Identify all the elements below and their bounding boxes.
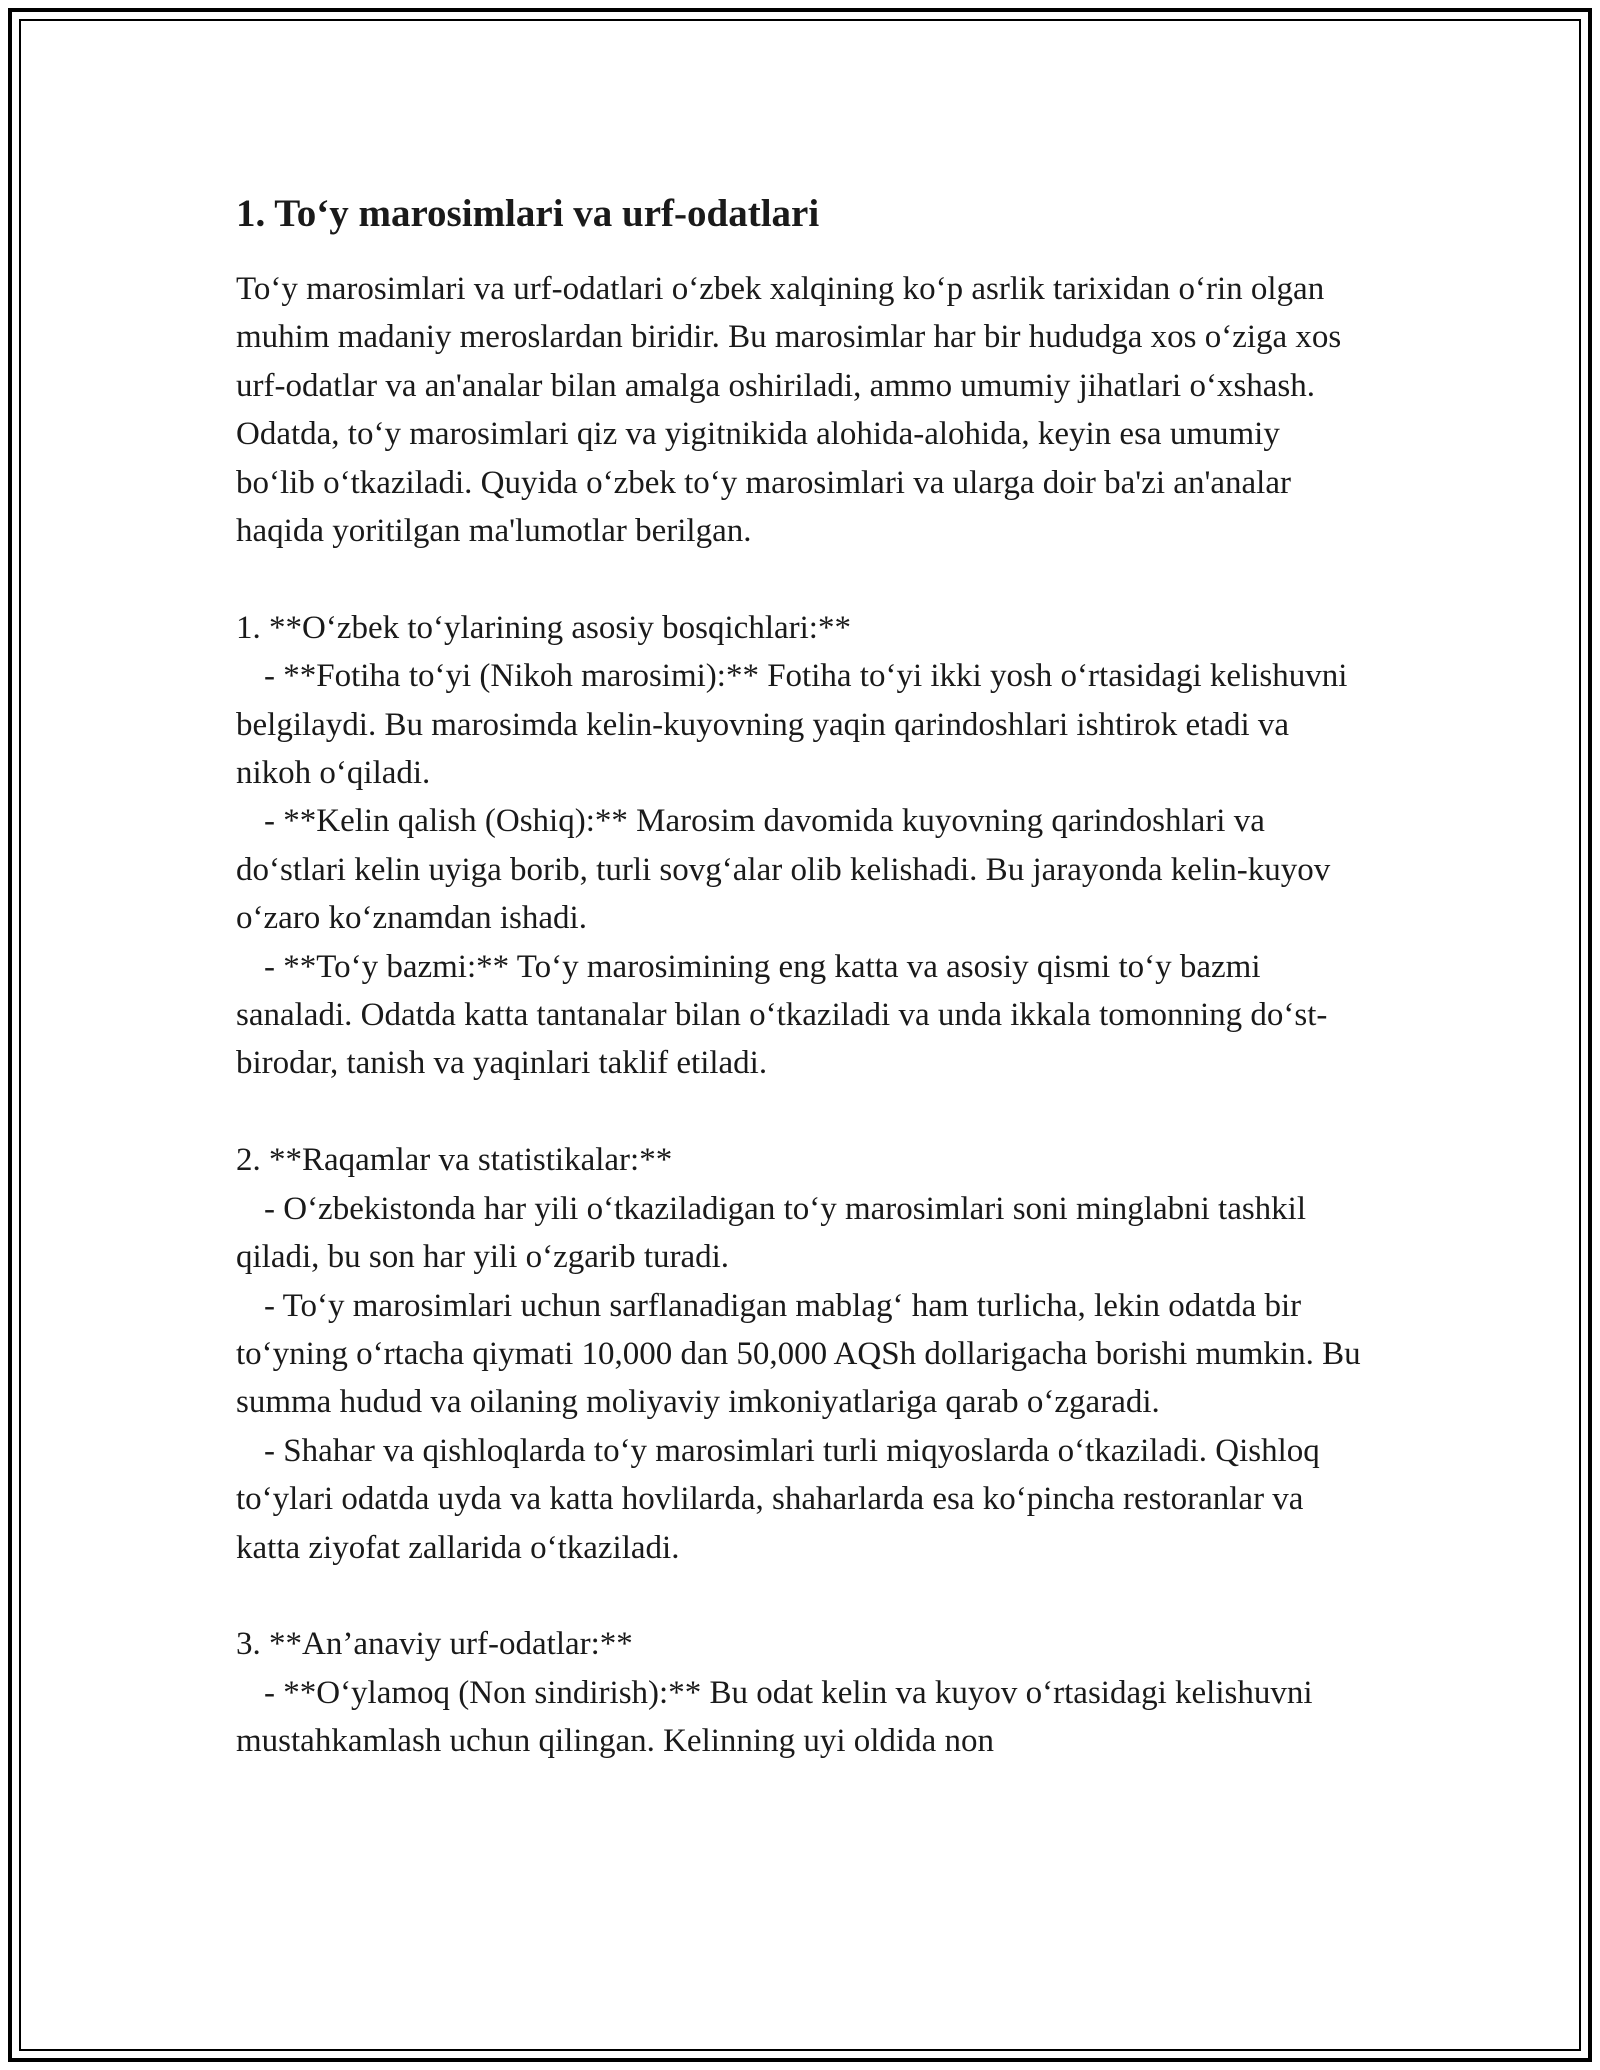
list-item: - Shahar va qishloqlarda to‘y marosimlari turli miqyoslarda o‘tkaziladi. Qishloq to‘ylari odatda uyda va katta hovlilarda, shaharlarda esa ko‘pincha restoranlar va katta ziyofat zallarida o‘tkaziladi.: [236, 1432, 1320, 1566]
section-stages: [236, 604, 1366, 1088]
list-item: - **Fotiha to‘yi (Nikoh marosimi):** Fotiha to‘yi ikki yosh o‘rtasidagi kelishuvni belgilaydi. Bu marosimda kelin-kuyovning yaqin qarindoshlari ishtirok etadi va nikoh o‘qiladi.: [236, 658, 1348, 792]
section-traditions: [236, 1620, 1366, 1765]
spacer: [236, 1088, 1366, 1136]
document-body: [236, 185, 1366, 1766]
list-item: - **To‘y bazmi:** To‘y marosimining eng katta va asosiy qismi to‘y bazmi sanaladi. Odatda katta tantanalar bilan o‘tkaziladi va unda ikkala tomonning do‘st-birodar, tanish va yaqinlari taklif etiladi.: [236, 948, 1328, 1082]
section-title: 3. **An’anaviy urf-odatlar:**: [236, 1626, 633, 1663]
list-item: - **Kelin qalish (Oshiq):** Marosim davomida kuyovning qarindoshlari va do‘stlari kelin uyiga borib, turli sovg‘alar olib kelishadi. Bu jarayonda kelin-kuyov o‘zaro ko‘znamdan ishadi.: [236, 803, 1331, 937]
section-title: 1. **O‘zbek to‘ylarining asosiy bosqichlari:**: [236, 609, 851, 646]
section-title: 2. **Raqamlar va statistikalar:**: [236, 1142, 673, 1179]
list-item: - To‘y marosimlari uchun sarflanadigan mablag‘ ham turlicha, lekin odatda bir to‘yning o‘rtacha qiymati 10,000 dan 50,000 AQSh dollarigacha borishi mumkin. Bu summa hudud va oilaning moliyaviy imkoniyatlariga qarab o‘zgaradi.: [236, 1287, 1361, 1421]
intro-paragraph: To‘y marosimlari va urf-odatlari o‘zbek xalqining ko‘p asrlik tarixidan o‘rin olgan muhim madaniy meroslardan biridir. Bu marosimlar har bir hududga xos o‘ziga xos urf-odatlar va an'analar bilan amalga oshiriladi, ammo umumiy jihatlari o‘xshash. Odatda, to‘y marosimlari qiz va yigitnikida alohida-alohida, keyin esa umumiy bo‘lib o‘tkaziladi. Quyida o‘zbek to‘y marosimlari va ularga doir ba'zi an'analar haqida yoritilgan ma'lumotlar berilgan.: [236, 271, 1342, 550]
section-statistics: [236, 1136, 1366, 1572]
document-heading: 1. To‘y marosimlari va urf-odatlari: [236, 192, 820, 235]
list-item: - O‘zbekistonda har yili o‘tkaziladigan to‘y marosimlari soni minglabni tashkil qiladi, bu son har yili o‘zgarib turadi.: [236, 1190, 1307, 1276]
list-item: - **O‘ylamoq (Non sindirish):** Bu odat kelin va kuyov o‘rtasidagi kelishuvni mustahkamlash uchun qilingan. Kelinning uyi oldida non: [236, 1674, 1313, 1760]
spacer: [236, 1572, 1366, 1620]
spacer: [236, 555, 1366, 603]
